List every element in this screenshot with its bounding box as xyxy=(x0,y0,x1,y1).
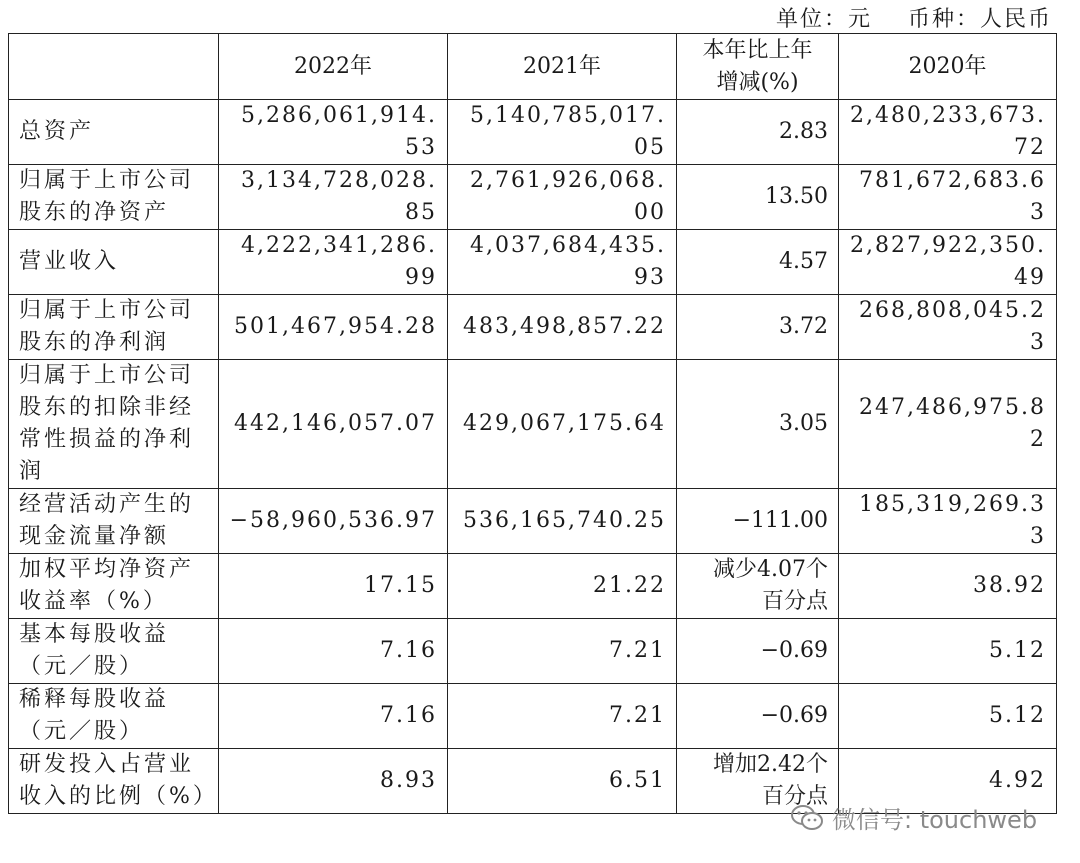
value-change-line2: 百分点 xyxy=(761,784,828,809)
value-change xyxy=(677,360,839,489)
value-change-line1: −0.69 xyxy=(760,703,828,728)
value-change-line1: −111.00 xyxy=(732,508,828,533)
value-2020: 781,672,683.63 xyxy=(839,165,1057,230)
value-2021: 7.21 xyxy=(448,619,677,684)
wechat-watermark xyxy=(790,800,1037,835)
value-change-line1: −0.69 xyxy=(760,638,828,663)
value-change-line1: 4.57 xyxy=(779,249,828,274)
value-2022: 8.93 xyxy=(219,749,448,814)
table-row xyxy=(9,165,1057,230)
unit-currency-note: 单位：元 币种：人民币 xyxy=(776,7,1052,32)
row-label: 营业收入 xyxy=(9,230,219,295)
value-change xyxy=(677,230,839,295)
value-2021: 483,498,857.22 xyxy=(448,295,677,360)
header-2021: 2021年 xyxy=(448,34,677,100)
value-2021: 7.21 xyxy=(448,684,677,749)
header-item xyxy=(9,34,219,100)
header-change xyxy=(677,34,839,100)
row-label: 研发投入占营业收入的比例（%） xyxy=(9,749,219,814)
value-change-line1: 2.83 xyxy=(779,119,828,144)
value-change xyxy=(677,295,839,360)
header-2020: 2020年 xyxy=(839,34,1057,100)
value-change xyxy=(677,165,839,230)
value-change-line1: 3.05 xyxy=(779,411,828,436)
value-2020: 38.92 xyxy=(839,554,1057,619)
row-label: 稀释每股收益（元／股） xyxy=(9,684,219,749)
value-change xyxy=(677,489,839,554)
value-2021: 21.22 xyxy=(448,554,677,619)
header-change-line2: 增减(%) xyxy=(716,69,799,95)
table-row xyxy=(9,489,1057,554)
value-change-line1: 13.50 xyxy=(765,184,828,209)
value-change xyxy=(677,684,839,749)
value-2022: 3,134,728,028.85 xyxy=(219,165,448,230)
header-change-line1: 本年比上年 xyxy=(702,37,813,63)
header-row xyxy=(9,34,1057,100)
value-change xyxy=(677,100,839,165)
wechat-icon xyxy=(790,803,824,833)
value-2021: 4,037,684,435.93 xyxy=(448,230,677,295)
value-2022: 7.16 xyxy=(219,619,448,684)
value-2022: 5,286,061,914.53 xyxy=(219,100,448,165)
value-2020: 247,486,975.82 xyxy=(839,360,1057,489)
value-2020: 2,480,233,673.72 xyxy=(839,100,1057,165)
table-row xyxy=(9,554,1057,619)
value-2022: 501,467,954.28 xyxy=(219,295,448,360)
table-row xyxy=(9,619,1057,684)
value-2021: 536,165,740.25 xyxy=(448,489,677,554)
row-label: 归属于上市公司股东的净利润 xyxy=(9,295,219,360)
value-2022: −58,960,536.97 xyxy=(219,489,448,554)
row-label: 归属于上市公司股东的扣除非经常性损益的净利润 xyxy=(9,360,219,489)
value-2021: 429,067,175.64 xyxy=(448,360,677,489)
table-row xyxy=(9,360,1057,489)
table-row xyxy=(9,100,1057,165)
value-2020: 4.92 xyxy=(839,749,1057,814)
header-2022: 2022年 xyxy=(219,34,448,100)
value-change xyxy=(677,619,839,684)
value-change-line1: 3.72 xyxy=(779,314,828,339)
value-change-line1: 减少4.07个 xyxy=(713,557,828,582)
value-2022: 7.16 xyxy=(219,684,448,749)
value-2020: 268,808,045.23 xyxy=(839,295,1057,360)
table-row xyxy=(9,230,1057,295)
value-change xyxy=(677,554,839,619)
row-label: 归属于上市公司股东的净资产 xyxy=(9,165,219,230)
value-2022: 17.15 xyxy=(219,554,448,619)
table-row xyxy=(9,295,1057,360)
value-2022: 442,146,057.07 xyxy=(219,360,448,489)
value-2021: 6.51 xyxy=(448,749,677,814)
value-2020: 2,827,922,350.49 xyxy=(839,230,1057,295)
row-label: 基本每股收益（元／股） xyxy=(9,619,219,684)
row-label: 加权平均净资产收益率（%） xyxy=(9,554,219,619)
value-change-line2: 百分点 xyxy=(761,589,828,614)
row-label: 经营活动产生的现金流量净额 xyxy=(9,489,219,554)
value-2020: 185,319,269.33 xyxy=(839,489,1057,554)
value-2022: 4,222,341,286.99 xyxy=(219,230,448,295)
value-change-line1: 增加2.42个 xyxy=(713,752,828,777)
row-label: 总资产 xyxy=(9,100,219,165)
value-2020: 5.12 xyxy=(839,684,1057,749)
watermark-text: 微信号: touchweb xyxy=(832,806,1038,834)
financial-summary-table xyxy=(8,33,1057,814)
value-2021: 2,761,926,068.00 xyxy=(448,165,677,230)
table-row xyxy=(9,684,1057,749)
value-2020: 5.12 xyxy=(839,619,1057,684)
value-2021: 5,140,785,017.05 xyxy=(448,100,677,165)
